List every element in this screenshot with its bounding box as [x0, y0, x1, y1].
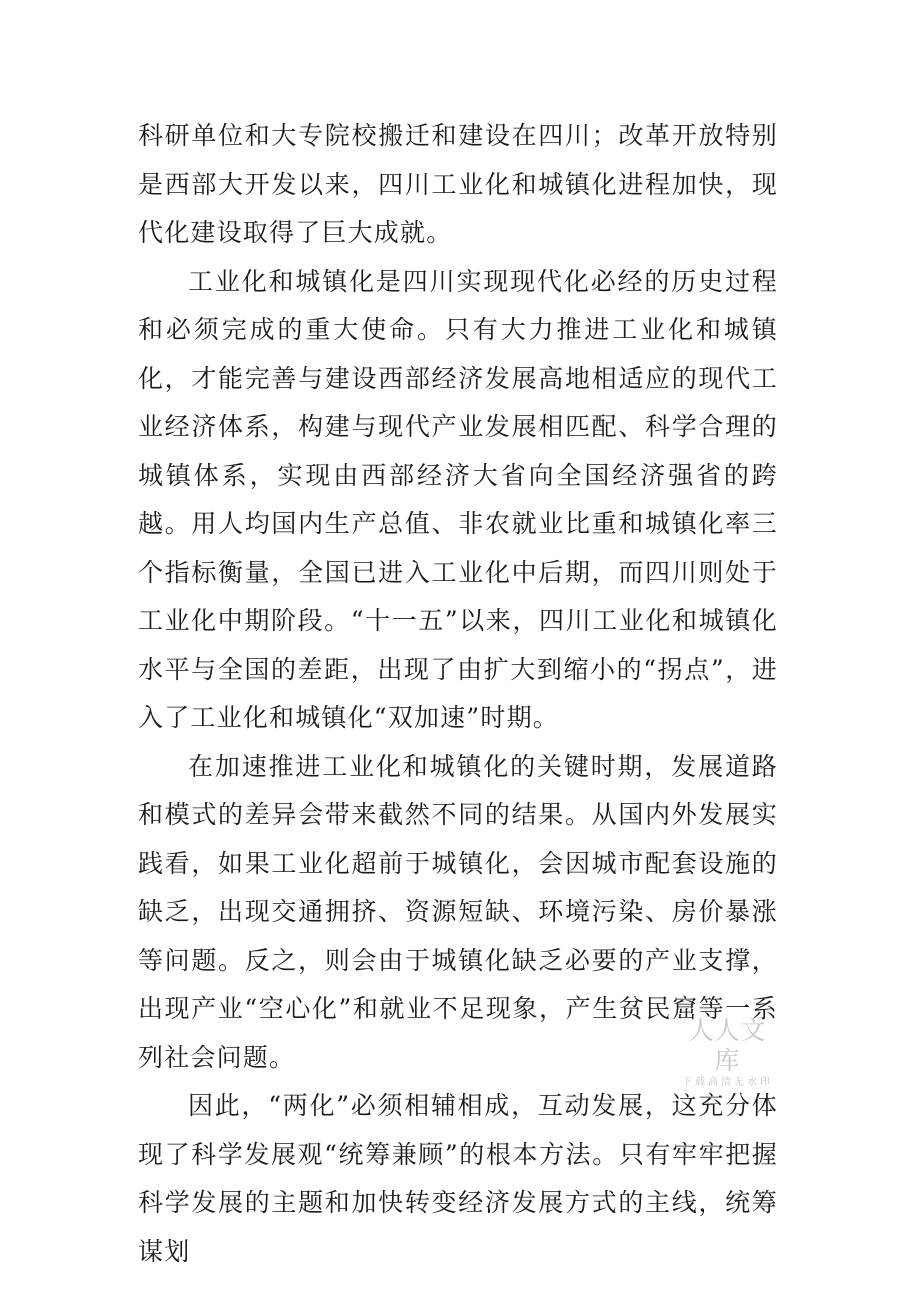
- paragraph-2: 工业化和城镇化是四川实现现代化必经的历史过程和必须完成的重大使命。只有大力推进工业化和城镇化，才能完善与建设西部经济发展高地相适应的现代工业经济体系，构建与现代产业发展相匹配、科学合理的城镇体系，实现由西部经济大省向全国经济强省的跨越。用人均国内生产总值、非农就业比重和城镇化率三个指标衡量，全国已进入工业化中后期，而四川则处于工业化中期阶段。“十一五”以来，四川工业化和城镇化水平与全国的差距，出现了由扩大到缩小的“拐点”，进入了工业化和城镇化“双加速”时期。: [138, 266, 778, 732]
- paragraph-4: 因此，“两化”必须相辅相成，互动发展，这充分体现了科学发展观“统筹兼顾”的根本方法。只有牢牢把握科学发展的主题和加快转变经济发展方式的主线，统筹谋划: [138, 1091, 778, 1266]
- watermark-title: 人人文库: [688, 1016, 767, 1075]
- watermark-subtitle: 下载高清无水印: [682, 1077, 773, 1088]
- document-body: [138, 112, 778, 1276]
- paragraph-1: 科研单位和大专院校搬迁和建设在四川；改革开放特别是西部大开发以来，四川工业化和城镇化进程加快，现代化建设取得了巨大成就。: [138, 121, 778, 247]
- paragraph-3: 在加速推进工业化和城镇化的关键时期，发展道路和模式的差异会带来截然不同的结果。从国内外发展实践看，如果工业化超前于城镇化，会因城市配套设施的缺乏，出现交通拥挤、资源短缺、环境污染、房价暴涨等问题。反之，则会由于城镇化缺乏必要的产业支撑，出现产业“空心化”和就业不足现象，产生贫民窟等一系列社会问题。: [138, 751, 778, 1072]
